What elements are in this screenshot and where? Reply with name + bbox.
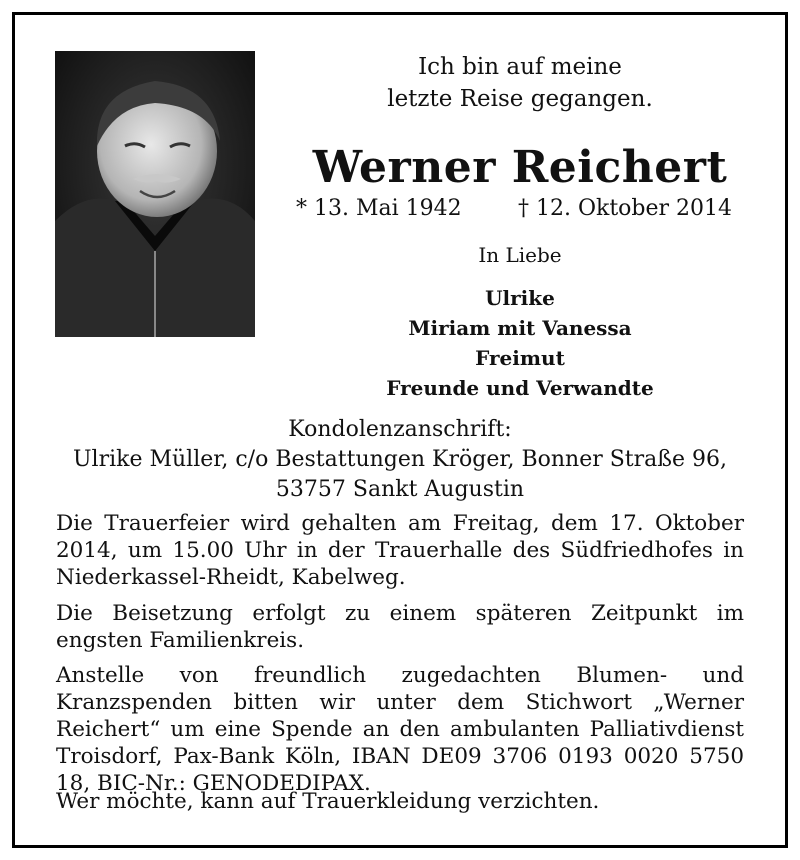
mourner-name: Freunde und Verwandte (386, 376, 654, 400)
mourners-intro: In Liebe (478, 243, 562, 267)
portrait-icon (55, 51, 255, 337)
quote-line-1: Ich bin auf meine (418, 54, 622, 80)
portrait-photo (55, 51, 255, 337)
mourners-list (300, 283, 740, 403)
mourner-name: Miriam mit Vanessa (408, 316, 632, 340)
condolence-address (60, 415, 740, 505)
birth-date: * 13. Mai 1942 (296, 196, 462, 221)
dress-paragraph: Wer möchte, kann auf Trauerkleidung verzichten. (56, 789, 600, 814)
burial-paragraph: Die Beisetzung erfolgt zu einem späteren Zeitpunkt im engsten Familienkreis. (56, 601, 744, 653)
deceased-name: Werner Reichert (312, 142, 728, 193)
quote-line-2: letzte Reise gegangen. (387, 86, 653, 112)
mourner-name: Ulrike (485, 286, 555, 310)
donation-paragraph: Anstelle von freundlich zugedachten Blumen- und Kranzspenden bitten wir unter dem Stichwort „Werner Reichert“ um eine Spende an den ambulanten Palliativdienst Troisdorf, Pax-Bank Köln, IBAN DE09 3706 0193 0020 5750 18, BIC-Nr.: GENODEDIPAX. (56, 663, 744, 796)
condolence-label: Kondolenzanschrift: (288, 417, 512, 442)
farewell-quote (300, 51, 740, 115)
condolence-line-1: Ulrike Müller, c/o Bestattungen Kröger, Bonner Straße 96, (73, 447, 727, 472)
ceremony-paragraph: Die Trauerfeier wird gehalten am Freitag, dem 17. Oktober 2014, um 15.00 Uhr in der Trauerhalle des Südfriedhofes in Niederkassel-Rheidt, Kabelweg. (56, 511, 744, 590)
mourner-name: Freimut (475, 346, 565, 370)
condolence-line-2: 53757 Sankt Augustin (275, 477, 525, 502)
death-date: † 12. Oktober 2014 (518, 196, 733, 221)
